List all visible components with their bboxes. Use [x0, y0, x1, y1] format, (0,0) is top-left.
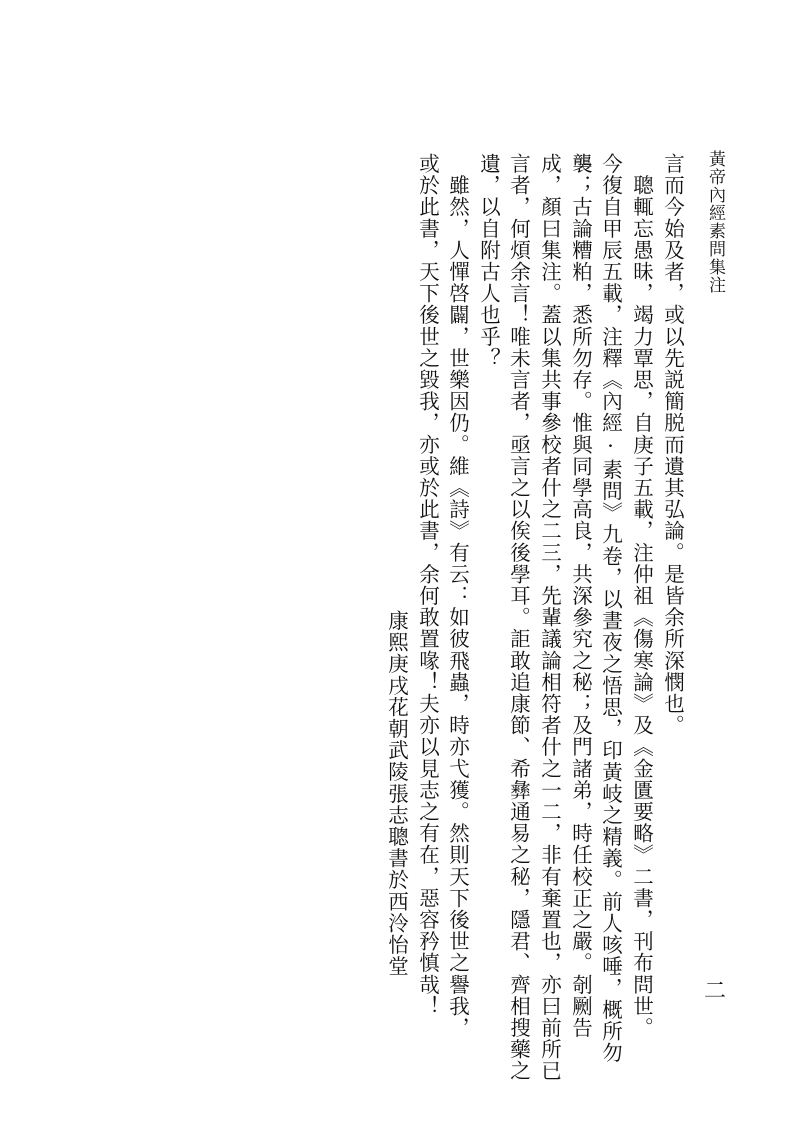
running-header: 黃帝內經素問集注 [705, 150, 725, 294]
colophon-signature: 康熙庚戌花朝武陵張志聰書於西泠怡堂 [384, 610, 409, 978]
body-line-9: 或於此書，天下後世之毀我，亦或於此書，余何敢置喙！夫亦以見志之有在，惡容矜慎哉！ [415, 153, 440, 1017]
body-line-6: 言者，何煩余言！唯未言者，亟言之以俟後學耳。詎敢追康節、希彝通易之秘，隱君、齊相搜藥之 [506, 153, 531, 1082]
page-number: 二 [704, 979, 727, 1004]
body-line-7: 遺，以自附古人也乎？ [476, 153, 501, 369]
body-line-2: 聰輒忘愚昧，竭力覃思，自庚子五載，注仲祖《傷寒論》及《金匱要略》二書，刊布問世。 [629, 153, 654, 1039]
body-line-1: 言而今始及者，或以先説簡脱而遺其弘論。是皆余所深憫也。 [660, 153, 685, 737]
body-line-3: 今復自甲辰五載，注釋《內經·素問》九卷，以晝夜之悟思，印黃岐之精義。前人咳唾，概所勿 [598, 153, 623, 1064]
body-line-8: 雖然，人憚啓闢，世樂因仍。維《詩》有云：如彼飛蟲，時亦弋獲。然則天下後世之譽我， [445, 153, 470, 1039]
body-line-4: 襲；古論糟粕，悉所勿存。惟與同學高良，共深參究之秘；及門諸弟，時任校正之嚴。剞劂告 [568, 153, 593, 1039]
body-line-5: 成，顏曰集注。蓋以集共事參校者什之二三，先輩議論相符者什之一二，非有棄置也，亦曰前所已 [537, 153, 562, 1082]
